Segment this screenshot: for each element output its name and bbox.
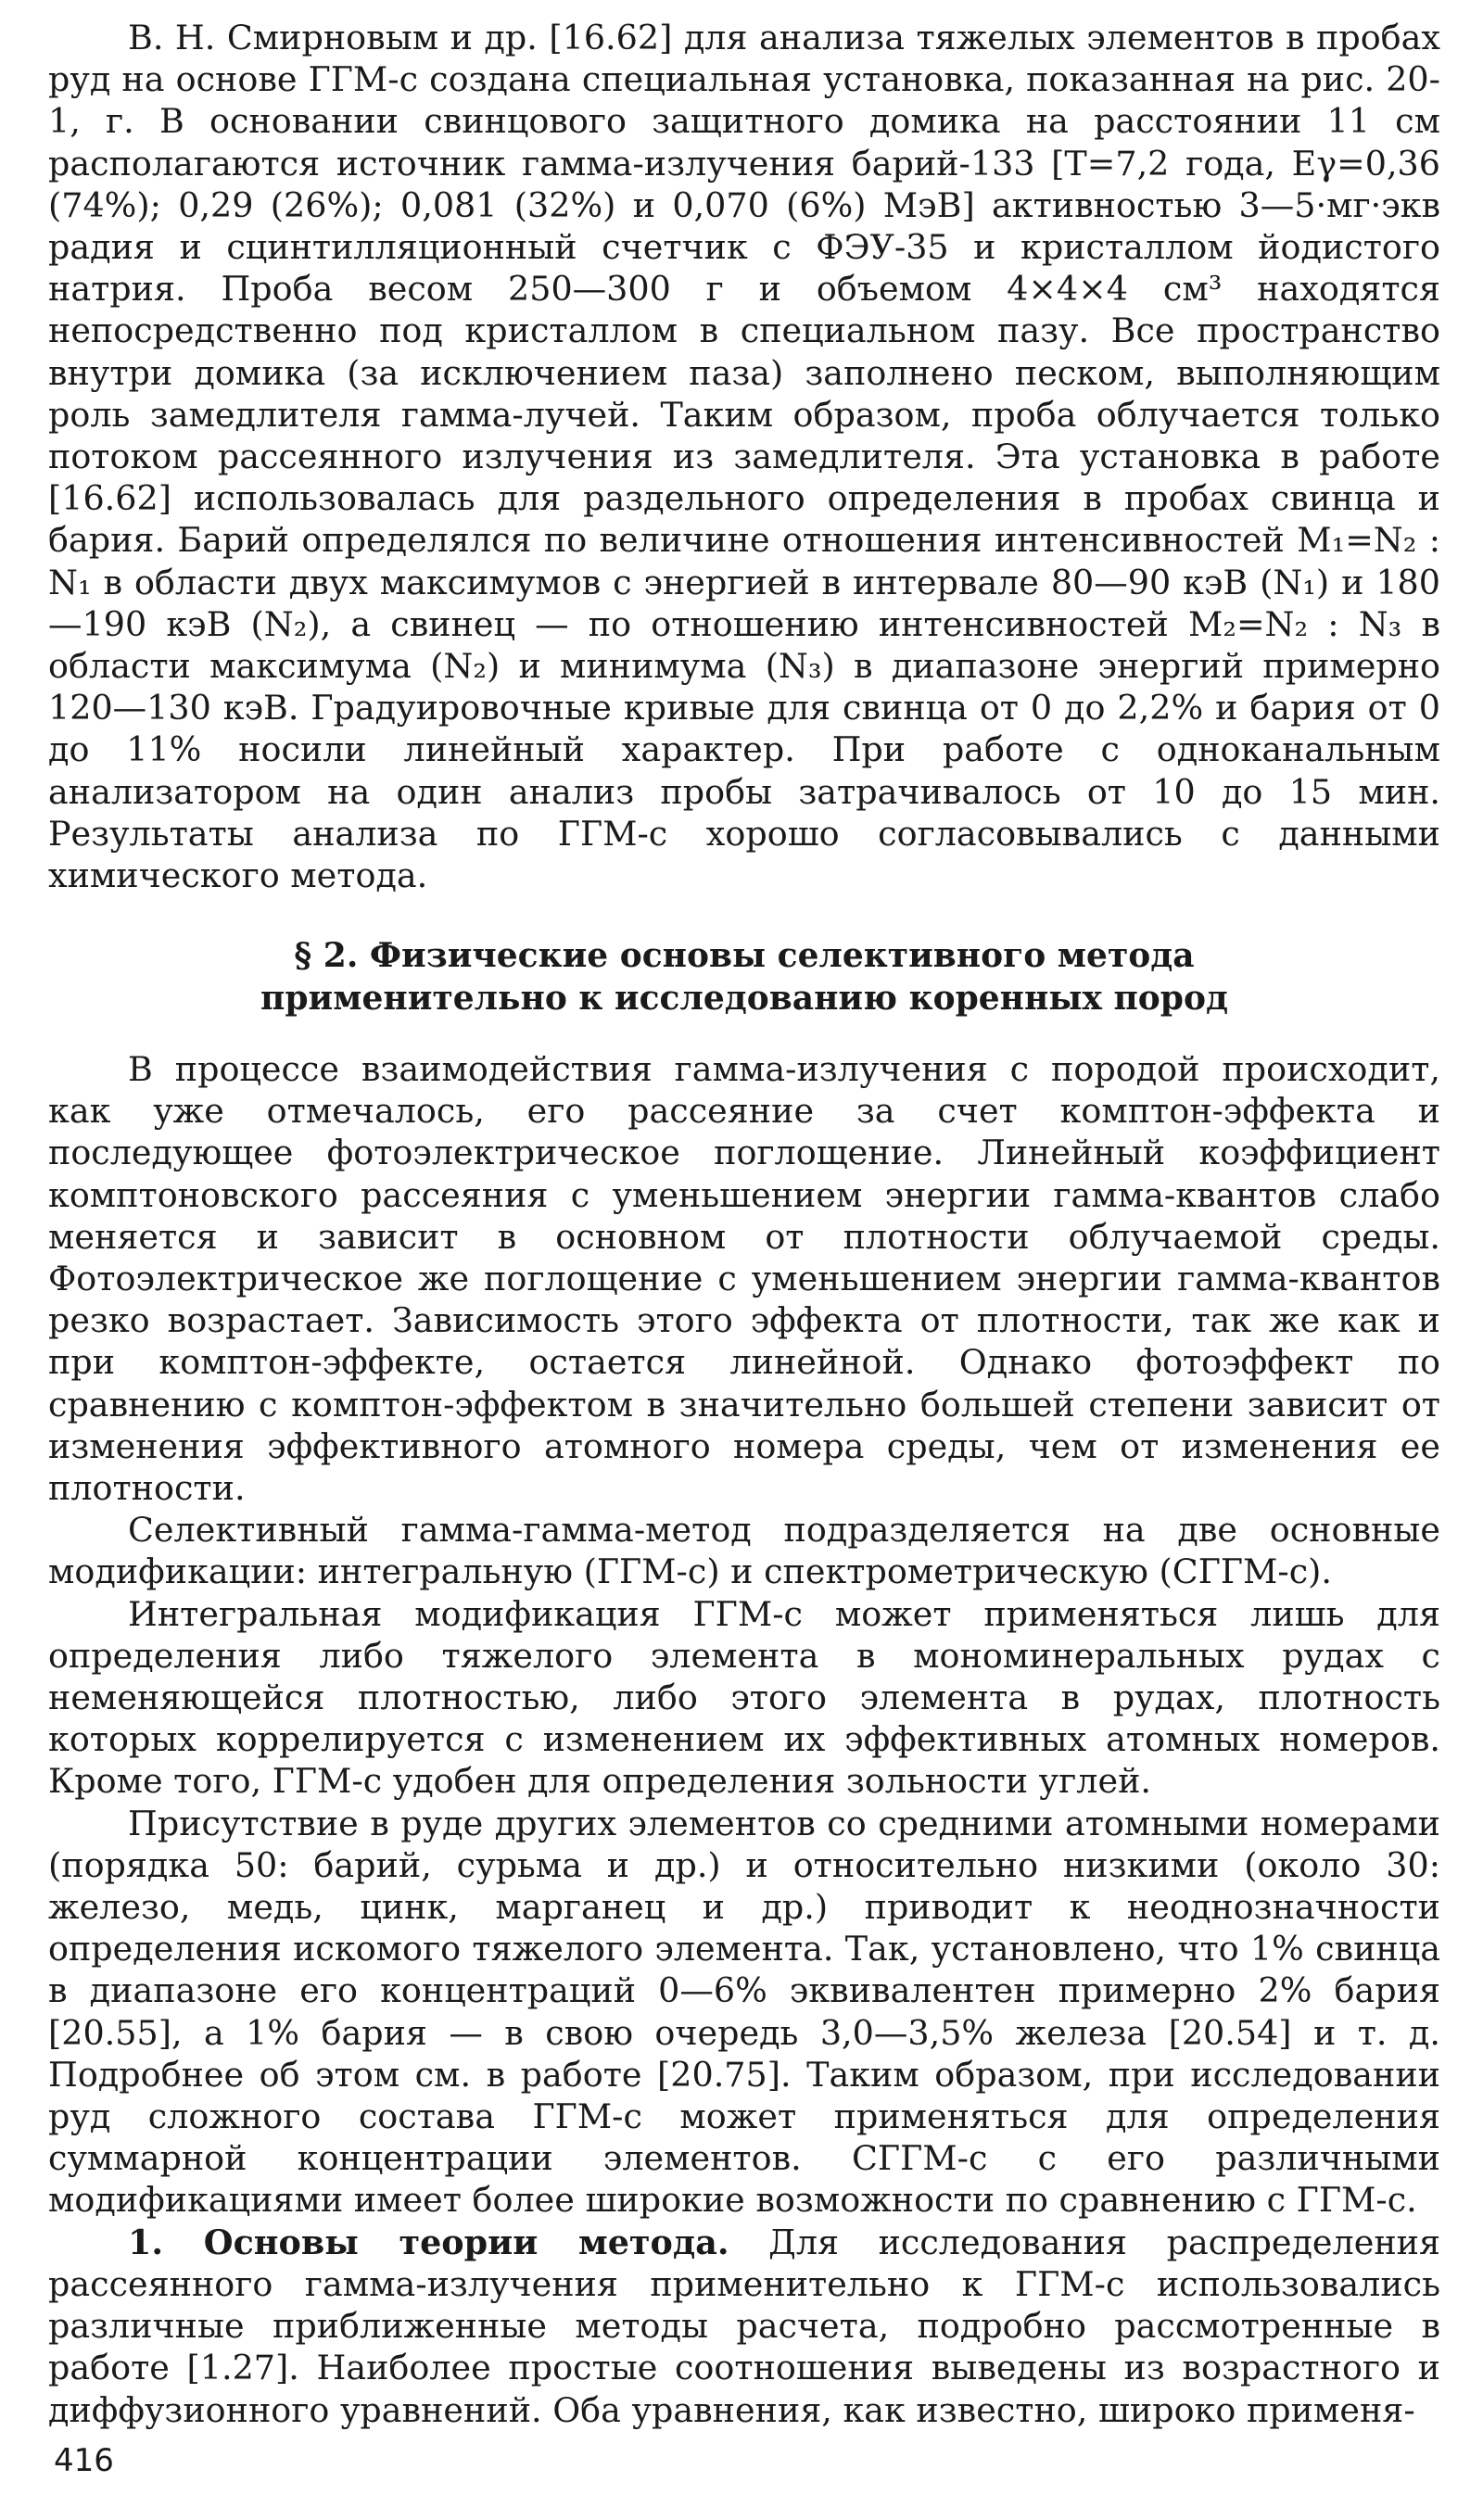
subsection-text: Для исследования распределения рассеянного гамма-излучения применительно к ГГМ-с использовались различные приближенные методы расчета, подробно рассмотренные в работе [1.27]. Наиболее простые соотношения выведены из возрастного и диффузионного уравнений. Оба уравнения, как известно, широко применя- xyxy=(48,2222,1440,2430)
main-text-block xyxy=(48,1048,1440,2431)
section-heading xyxy=(48,934,1440,1019)
page-number: 416 xyxy=(54,2442,114,2479)
paragraph: Селективный гамма-гамма-метод подразделяется на две основные модификации: интегральную (ГГМ-с) и спектрометрическую (СГГМ-с). xyxy=(48,1510,1440,1592)
book-page xyxy=(48,0,1440,2520)
section-heading-line-1: § 2. Физические основы селективного метода xyxy=(294,936,1195,975)
paragraph: В процессе взаимодействия гамма-излучения с породой происходит, как уже отмечалось, его рассеяние за счет комптон-эффекта и последующее фотоэлектрическое поглощение. Линейный коэффициент комптоновского рассеяния с уменьшением энергии гамма-квантов слабо меняется и зависит в основном от плотности облучаемой среды. Фотоэлектрическое же поглощение с уменьшением энергии гамма-квантов резко возрастает. Зависимость этого эффекта от плотности, так же как и при комптон-эффекте, остается линейной. Однако фотоэффект по сравнению с комптон-эффектом в значительно большей степени зависит от изменения эффективного атомного номера среды, чем от изменения ее плотности. xyxy=(48,1049,1440,1509)
paragraph: Интегральная модификация ГГМ-с может применяться лишь для определения либо тяжелого элемента в мономинеральных рудах с неменяющейся плотностью, либо этого элемента в рудах, плотность которых коррелируется с изменением их эффективных атомных номеров. Кроме того, ГГМ-с удобен для определения зольности углей. xyxy=(48,1593,1440,1802)
subsection-paragraph xyxy=(48,2222,1440,2431)
subsection-title: 1. Основы теории метода. xyxy=(128,2222,729,2262)
section-heading-line-2: применительно к исследованию коренных пород xyxy=(260,979,1228,1018)
paragraph-installation: В. Н. Смирновым и др. [16.62] для анализа тяжелых элементов в пробах руд на основе ГГМ-с создана специальная установка, показанная на рис. 20-1, г. В основании свинцового защитного домика на расстоянии 11 см располагаются источник гамма-излучения барий-133 [T=7,2 года, Eγ=0,36 (74%); 0,29 (26%); 0,081 (32%) и 0,070 (6%) МэВ] активностью 3—5·мг·экв радия и сцинтилляционный счетчик с ФЭУ-35 и кристаллом йодистого натрия. Проба весом 250—300 г и объемом 4×4×4 см³ находятся непосредственно под кристаллом в специальном пазу. Все пространство внутри домика (за исключением паза) заполнено песком, выполняющим роль замедлителя гамма-лучей. Таким образом, проба облучается только потоком рассеянного излучения из замедлителя. Эта установка в работе [16.62] использовалась для раздельного определения в пробах свинца и бария. Барий определялся по величине отношения интенсивностей M₁=N₂ : N₁ в области двух максимумов с энергией в интервале 80—90 кэВ (N₁) и 180—190 кэВ (N₂), а свинец — по отношению интенсивностей M₂=N₂ : N₃ в области максимума (N₂) и минимума (N₃) в диапазоне энергий примерно 120—130 кэВ. Градуировочные кривые для свинца от 0 до 2,2% и бария от 0 до 11% носили линейный характер. При работе с одноканальным анализатором на один анализ пробы затрачивалось от 10 до 15 мин. Результаты анализа по ГГМ-с хорошо согласовывались с данными химического метода. xyxy=(48,18,1440,896)
top-text-block xyxy=(48,17,1440,896)
paragraph: Присутствие в руде других элементов со средними атомными номерами (порядка 50: барий, сурьма и др.) и относительно низкими (около 30: железо, медь, цинк, марганец и др.) приводит к неоднозначности определения искомого тяжелого элемента. Так, установлено, что 1% свинца в диапазоне его концентраций 0—6% эквивалентен примерно 2% бария [20.55], а 1% бария — в свою очередь 3,0—3,5% железа [20.54] и т. д. Подробнее об этом см. в работе [20.75]. Таким образом, при исследовании руд сложного состава ГГМ-с может применяться для определения суммарной концентрации элементов. СГГМ-с с его различными модификациями имеет более широкие возможности по сравнению с ГГМ-с. xyxy=(48,1803,1440,2221)
